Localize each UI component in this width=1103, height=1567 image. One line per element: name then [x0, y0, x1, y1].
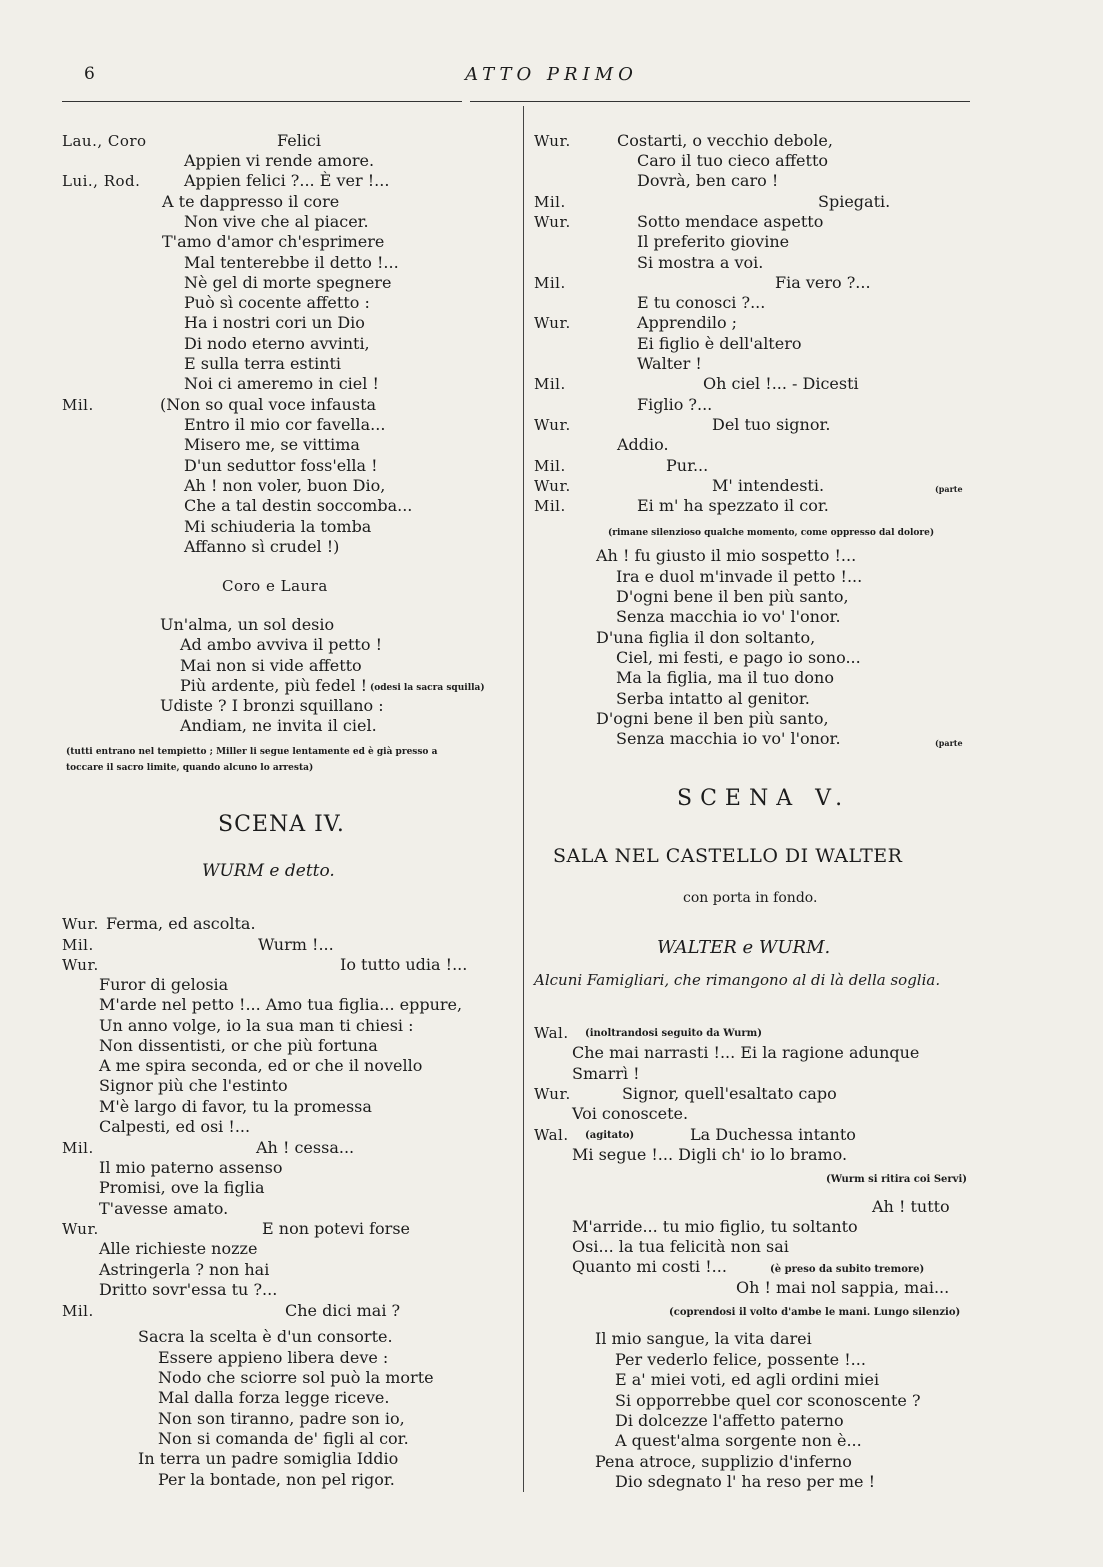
- speaker: Wur.: [534, 416, 571, 434]
- verse-line: Pena atroce, supplizio d'inferno: [595, 1452, 852, 1471]
- speaker: Wal.: [534, 1126, 569, 1144]
- speaker: Mil.: [534, 497, 566, 515]
- stage-direction: (odesi la sacra squilla): [370, 683, 485, 693]
- verse-line: Addio.: [617, 435, 669, 454]
- verse-line: Ah ! tutto: [872, 1197, 950, 1216]
- verse-line: Dio sdegnato l' ha reso per me !: [615, 1472, 875, 1491]
- verse-line: Ah ! non voler, buon Dio,: [184, 476, 386, 495]
- verse-line: Smarrì !: [572, 1064, 640, 1083]
- verse-line: M'arde nel petto !... Amo tua figlia... eppure,: [99, 995, 463, 1014]
- verse-line: Ira e duol m'invade il petto !...: [616, 567, 863, 586]
- speaker: Mil.: [534, 274, 566, 292]
- verse-line: Figlio ?...: [637, 395, 713, 414]
- stage-direction: (parte: [935, 738, 963, 748]
- chorus-heading: Coro e Laura: [222, 577, 328, 595]
- speaker: Mil.: [534, 457, 566, 475]
- verse-line: E a' miei voti, ed agli ordini miei: [615, 1370, 880, 1389]
- verse-line: E non potevi forse: [262, 1219, 410, 1238]
- speaker: Mil.: [62, 936, 94, 954]
- stage-direction: (Wurm si ritira coi Servi): [826, 1174, 968, 1185]
- verse-line: Signor, quell'esaltato capo: [622, 1084, 837, 1103]
- verse-line: Serba intatto al genitor.: [616, 689, 810, 708]
- scene-characters: WALTER e WURM.: [657, 937, 831, 958]
- verse-line: Un anno volge, io la sua man ti chiesi :: [99, 1016, 414, 1035]
- verse-line: Il mio paterno assenso: [99, 1158, 283, 1177]
- verse-line: Andiam, ne invita il ciel.: [180, 716, 377, 735]
- verse-line: Di nodo eterno avvinti,: [184, 334, 370, 353]
- verse-line: Per vederlo felice, possente !...: [615, 1350, 866, 1369]
- speaker: Mil.: [534, 375, 566, 393]
- verse-line: Essere appieno libera deve :: [158, 1348, 389, 1367]
- verse-line: Più ardente, più fedel !: [180, 676, 368, 695]
- verse-line: Senza macchia io vo' l'onor.: [616, 729, 841, 748]
- scene-title: SCENA IV.: [218, 812, 345, 837]
- verse-line: Non dissentisti, or che più fortuna: [99, 1036, 378, 1055]
- verse-line: Di dolcezze l'affetto paterno: [615, 1411, 844, 1430]
- verse-line: Non son tiranno, padre son io,: [158, 1409, 405, 1428]
- page-title: ATTO PRIMO: [465, 64, 638, 85]
- verse-line: Pur...: [666, 456, 709, 475]
- speaker: Wur.: [534, 477, 571, 495]
- verse-line: Spiegati.: [818, 192, 891, 211]
- verse-line: M' intendesti.: [712, 476, 825, 495]
- scene-setting: SALA NEL CASTELLO DI WALTER: [553, 845, 903, 867]
- verse-line: Ad ambo avviva il petto !: [180, 635, 382, 654]
- verse-line: D'un seduttor foss'ella !: [184, 456, 378, 475]
- speaker: Wur.: [534, 1085, 571, 1103]
- verse-line: T'avesse amato.: [99, 1199, 229, 1218]
- verse-line: Caro il tuo cieco affetto: [637, 151, 829, 170]
- verse-line: Un'alma, un sol desio: [160, 615, 335, 634]
- speaker: Wur.: [534, 314, 571, 332]
- speaker: Mil.: [62, 1302, 94, 1320]
- speaker: Wur.: [62, 956, 99, 974]
- verse-line: Noi ci ameremo in ciel !: [184, 374, 379, 393]
- speaker: Lui., Rod.: [62, 172, 141, 190]
- scene-title: SCENA V.: [677, 786, 851, 811]
- speaker: Wur.: [534, 213, 571, 231]
- verse-line: Nè gel di morte spegnere: [184, 273, 392, 292]
- verse-line: Oh ciel !... - Dicesti: [703, 374, 859, 393]
- verse-line: A me spira seconda, ed or che il novello: [99, 1056, 423, 1075]
- verse-line: Udiste ? I bronzi squillano :: [160, 696, 384, 715]
- verse-line: (Non so qual voce infausta: [160, 395, 377, 414]
- header-rule-left: [62, 101, 462, 102]
- verse-line: Apprendilo ;: [637, 313, 738, 332]
- verse-line: Furor di gelosia: [99, 975, 229, 994]
- speaker: Wur.: [62, 915, 99, 933]
- column-divider: [523, 106, 524, 1492]
- verse-line: M'è largo di favor, tu la promessa: [99, 1097, 372, 1116]
- stage-direction: (inoltrandosi seguito da Wurm): [585, 1028, 762, 1039]
- verse-line: Affanno sì crudel !): [184, 537, 340, 556]
- verse-line: Io tutto udia !...: [340, 955, 468, 974]
- verse-line: Voi conoscete.: [572, 1104, 689, 1123]
- speaker: Wur.: [534, 132, 571, 150]
- verse-line: Per la bontade, non pel rigor.: [158, 1470, 395, 1489]
- verse-line: Mi segue !... Digli ch' io lo bramo.: [572, 1145, 848, 1164]
- verse-line: Mal tenterebbe il detto !...: [184, 253, 399, 272]
- verse-line: Alle richieste nozze: [99, 1239, 258, 1258]
- speaker: Wur.: [62, 1220, 99, 1238]
- verse-line: Nodo che sciorre sol può la morte: [158, 1368, 434, 1387]
- verse-line: Non vive che al piacer.: [184, 212, 369, 231]
- verse-line: Si opporrebbe quel cor sconoscente ?: [615, 1391, 921, 1410]
- stage-direction: (è preso da subito tremore): [770, 1264, 925, 1275]
- verse-line: D'ogni bene il ben più santo,: [616, 587, 849, 606]
- verse-line: Felici: [277, 131, 322, 150]
- stage-direction: (parte: [935, 484, 963, 494]
- verse-line: Promisi, ove la figlia: [99, 1178, 265, 1197]
- verse-line: Misero me, se vittima: [184, 435, 360, 454]
- verse-line: D'una figlia il don soltanto,: [596, 628, 816, 647]
- verse-line: Ah ! fu giusto il mio sospetto !...: [596, 546, 857, 565]
- speaker: Mil.: [62, 396, 94, 414]
- verse-line: Calpesti, ed osi !...: [99, 1117, 251, 1136]
- stage-direction: (agitato): [585, 1130, 635, 1141]
- verse-line: Si mostra a voi.: [637, 253, 764, 272]
- page-number: 6: [84, 64, 95, 84]
- verse-line: Che dici mai ?: [285, 1301, 401, 1320]
- verse-line: Ma la figlia, ma il tuo dono: [616, 668, 834, 687]
- verse-line: Il preferito giovine: [637, 232, 790, 251]
- speaker: Wal.: [534, 1024, 569, 1042]
- verse-line: Fia vero ?...: [775, 273, 871, 292]
- verse-line: E tu conosci ?...: [637, 293, 766, 312]
- verse-line: Quanto mi costi !...: [572, 1257, 727, 1276]
- verse-line: Ciel, mi festi, e pago io sono...: [616, 648, 861, 667]
- verse-line: A quest'alma sorgente non è...: [615, 1431, 862, 1450]
- verse-line: M'arride... tu mio figlio, tu soltanto: [572, 1217, 858, 1236]
- verse-line: Sacra la scelta è d'un consorte.: [138, 1327, 393, 1346]
- verse-line: Oh ! mai nol sappia, mai...: [736, 1278, 950, 1297]
- verse-line: Non si comanda de' figli al cor.: [158, 1429, 409, 1448]
- verse-line: T'amo d'amor ch'esprimere: [162, 232, 385, 251]
- stage-direction: (coprendosi il volto d'ambe le mani. Lungo silenzio): [669, 1307, 961, 1318]
- scene-setting-sub: con porta in fondo.: [683, 890, 818, 906]
- scene-characters: WURM e detto.: [202, 861, 335, 881]
- verse-line: Astringerla ? non hai: [99, 1260, 270, 1279]
- verse-line: Sotto mendace aspetto: [637, 212, 824, 231]
- verse-line: Il mio sangue, la vita darei: [595, 1329, 812, 1348]
- verse-line: Ah ! cessa...: [256, 1138, 355, 1157]
- verse-line: Mal dalla forza legge riceve.: [158, 1388, 390, 1407]
- verse-line: Ei figlio è dell'altero: [637, 334, 802, 353]
- verse-line: Può sì cocente affetto :: [184, 293, 370, 312]
- stage-direction: (tutti entrano nel tempietto ; Miller li segue lentamente ed è già presso a: [66, 747, 438, 757]
- verse-line: Che a tal destin soccomba...: [184, 496, 413, 515]
- verse-line: La Duchessa intanto: [690, 1125, 856, 1144]
- verse-line: D'ogni bene il ben più santo,: [596, 709, 829, 728]
- verse-line: Osi... la tua felicità non sai: [572, 1237, 789, 1256]
- verse-line: Walter !: [637, 354, 702, 373]
- header-rule-right: [470, 101, 970, 102]
- verse-line: Dritto sovr'essa tu ?...: [99, 1280, 278, 1299]
- verse-line: Appien felici ?... È ver !...: [184, 171, 390, 190]
- verse-line: Ha i nostri cori un Dio: [184, 313, 365, 332]
- verse-line: Del tuo signor.: [712, 415, 831, 434]
- verse-line: Mi schiuderia la tomba: [184, 517, 372, 536]
- verse-line: In terra un padre somiglia Iddio: [138, 1449, 399, 1468]
- verse-line: Entro il mio cor favella...: [184, 415, 386, 434]
- verse-line: Ferma, ed ascolta.: [106, 914, 256, 933]
- scene-extras: Alcuni Famigliari, che rimangono al di là della soglia.: [534, 971, 941, 989]
- speaker: Mil.: [62, 1139, 94, 1157]
- verse-line: Che mai narrasti !... Ei la ragione adunque: [572, 1043, 920, 1062]
- verse-line: E sulla terra estinti: [184, 354, 342, 373]
- stage-direction: toccare il sacro limite, quando alcuno lo arresta): [66, 763, 314, 773]
- stage-direction: (rimane silenzioso qualche momento, come oppresso dal dolore): [608, 528, 935, 538]
- speaker: Lau., Coro: [62, 132, 147, 150]
- verse-line: Senza macchia io vo' l'onor.: [616, 607, 841, 626]
- verse-line: A te dappresso il core: [162, 192, 340, 211]
- verse-line: Dovrà, ben caro !: [637, 171, 779, 190]
- speaker: Mil.: [534, 193, 566, 211]
- verse-line: Ei m' ha spezzato il cor.: [637, 496, 829, 515]
- verse-line: Mai non si vide affetto: [180, 656, 362, 675]
- verse-line: Appien vi rende amore.: [184, 151, 375, 170]
- verse-line: Costarti, o vecchio debole,: [617, 131, 833, 150]
- verse-line: Signor più che l'estinto: [99, 1076, 288, 1095]
- verse-line: Wurm !...: [258, 935, 334, 954]
